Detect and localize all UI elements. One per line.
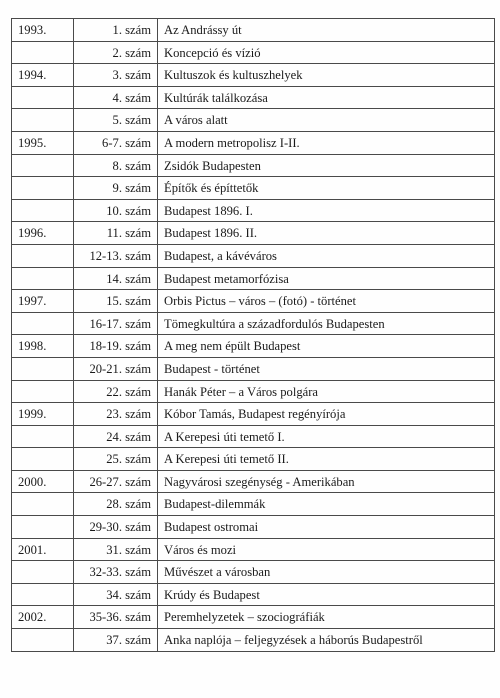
table-row — [12, 64, 495, 87]
issue-title-cell: Kóbor Tamás, Budapest regényírója — [158, 403, 495, 426]
year-cell — [12, 109, 74, 132]
table-row — [12, 267, 495, 290]
year-cell: 1997. — [12, 290, 74, 313]
year-cell: 1998. — [12, 335, 74, 358]
year-cell — [12, 267, 74, 290]
table-row — [12, 335, 495, 358]
issues-table — [11, 18, 495, 652]
issue-title-cell: A város alatt — [158, 109, 495, 132]
issue-title-cell: Budapest ostromai — [158, 516, 495, 539]
issue-title-cell: Krúdy és Budapest — [158, 583, 495, 606]
year-cell — [12, 154, 74, 177]
table-row — [12, 425, 495, 448]
issue-title-cell: Város és mozi — [158, 538, 495, 561]
issue-number-cell: 4. szám — [74, 86, 158, 109]
year-cell: 2002. — [12, 606, 74, 629]
issues-table-body — [12, 19, 495, 652]
issue-number-cell: 15. szám — [74, 290, 158, 313]
issue-title-cell: A Kerepesi úti temető I. — [158, 425, 495, 448]
year-cell: 1999. — [12, 403, 74, 426]
table-row — [12, 290, 495, 313]
issue-title-cell: Budapest, a kávéváros — [158, 244, 495, 267]
year-cell — [12, 425, 74, 448]
table-row — [12, 357, 495, 380]
issue-title-cell: A modern metropolisz I-II. — [158, 131, 495, 154]
year-cell — [12, 516, 74, 539]
table-row — [12, 177, 495, 200]
table-row — [12, 199, 495, 222]
issue-number-cell: 35-36. szám — [74, 606, 158, 629]
issue-title-cell: Koncepció és vízió — [158, 41, 495, 64]
year-cell: 1994. — [12, 64, 74, 87]
table-row — [12, 403, 495, 426]
issue-number-cell: 23. szám — [74, 403, 158, 426]
table-row — [12, 222, 495, 245]
issue-title-cell: Orbis Pictus – város – (fotó) - történet — [158, 290, 495, 313]
table-row — [12, 154, 495, 177]
issue-title-cell: Művészet a városban — [158, 561, 495, 584]
issue-number-cell: 32-33. szám — [74, 561, 158, 584]
table-row — [12, 86, 495, 109]
year-cell: 1995. — [12, 131, 74, 154]
year-cell: 1993. — [12, 19, 74, 42]
table-row — [12, 629, 495, 652]
issue-title-cell: Nagyvárosi szegénység - Amerikában — [158, 470, 495, 493]
issue-number-cell: 28. szám — [74, 493, 158, 516]
table-row — [12, 583, 495, 606]
issue-number-cell: 18-19. szám — [74, 335, 158, 358]
issue-number-cell: 3. szám — [74, 64, 158, 87]
issue-number-cell: 6-7. szám — [74, 131, 158, 154]
issue-number-cell: 12-13. szám — [74, 244, 158, 267]
table-row — [12, 244, 495, 267]
issue-number-cell: 29-30. szám — [74, 516, 158, 539]
issue-title-cell: Kultuszok és kultuszhelyek — [158, 64, 495, 87]
issue-number-cell: 25. szám — [74, 448, 158, 471]
year-cell — [12, 312, 74, 335]
issue-title-cell: Budapest metamorfózisa — [158, 267, 495, 290]
year-cell — [12, 561, 74, 584]
year-cell: 1996. — [12, 222, 74, 245]
issue-number-cell: 26-27. szám — [74, 470, 158, 493]
year-cell — [12, 86, 74, 109]
year-cell: 2000. — [12, 470, 74, 493]
table-row — [12, 493, 495, 516]
year-cell — [12, 244, 74, 267]
table-row — [12, 312, 495, 335]
table-row — [12, 19, 495, 42]
issue-title-cell: Budapest 1896. II. — [158, 222, 495, 245]
year-cell — [12, 357, 74, 380]
issue-title-cell: Építők és építtetők — [158, 177, 495, 200]
issue-title-cell: Zsidók Budapesten — [158, 154, 495, 177]
table-row — [12, 606, 495, 629]
issue-title-cell: Budapest - történet — [158, 357, 495, 380]
table-row — [12, 538, 495, 561]
year-cell — [12, 177, 74, 200]
issue-number-cell: 14. szám — [74, 267, 158, 290]
table-row — [12, 41, 495, 64]
year-cell — [12, 493, 74, 516]
year-cell — [12, 583, 74, 606]
issue-number-cell: 9. szám — [74, 177, 158, 200]
issue-number-cell: 5. szám — [74, 109, 158, 132]
issue-title-cell: A Kerepesi úti temető II. — [158, 448, 495, 471]
issue-number-cell: 16-17. szám — [74, 312, 158, 335]
issue-title-cell: A meg nem épült Budapest — [158, 335, 495, 358]
issue-number-cell: 22. szám — [74, 380, 158, 403]
issue-number-cell: 31. szám — [74, 538, 158, 561]
issue-number-cell: 10. szám — [74, 199, 158, 222]
issue-number-cell: 20-21. szám — [74, 357, 158, 380]
issue-number-cell: 8. szám — [74, 154, 158, 177]
table-row — [12, 516, 495, 539]
table-row — [12, 561, 495, 584]
year-cell — [12, 41, 74, 64]
year-cell: 2001. — [12, 538, 74, 561]
issue-title-cell: Az Andrássy út — [158, 19, 495, 42]
issue-number-cell: 2. szám — [74, 41, 158, 64]
issue-number-cell: 1. szám — [74, 19, 158, 42]
year-cell — [12, 199, 74, 222]
table-row — [12, 448, 495, 471]
table-row — [12, 380, 495, 403]
table-row — [12, 131, 495, 154]
issue-title-cell: Anka naplója – feljegyzések a háborús Budapestről — [158, 629, 495, 652]
issue-title-cell: Peremhelyzetek – szociográfiák — [158, 606, 495, 629]
issue-title-cell: Hanák Péter – a Város polgára — [158, 380, 495, 403]
issue-number-cell: 11. szám — [74, 222, 158, 245]
issue-title-cell: Tömegkultúra a századfordulós Budapesten — [158, 312, 495, 335]
issue-number-cell: 37. szám — [74, 629, 158, 652]
issue-number-cell: 34. szám — [74, 583, 158, 606]
year-cell — [12, 380, 74, 403]
table-row — [12, 109, 495, 132]
year-cell — [12, 448, 74, 471]
year-cell — [12, 629, 74, 652]
issue-number-cell: 24. szám — [74, 425, 158, 448]
issue-title-cell: Budapest-dilemmák — [158, 493, 495, 516]
table-row — [12, 470, 495, 493]
issue-title-cell: Kultúrák találkozása — [158, 86, 495, 109]
issue-title-cell: Budapest 1896. I. — [158, 199, 495, 222]
